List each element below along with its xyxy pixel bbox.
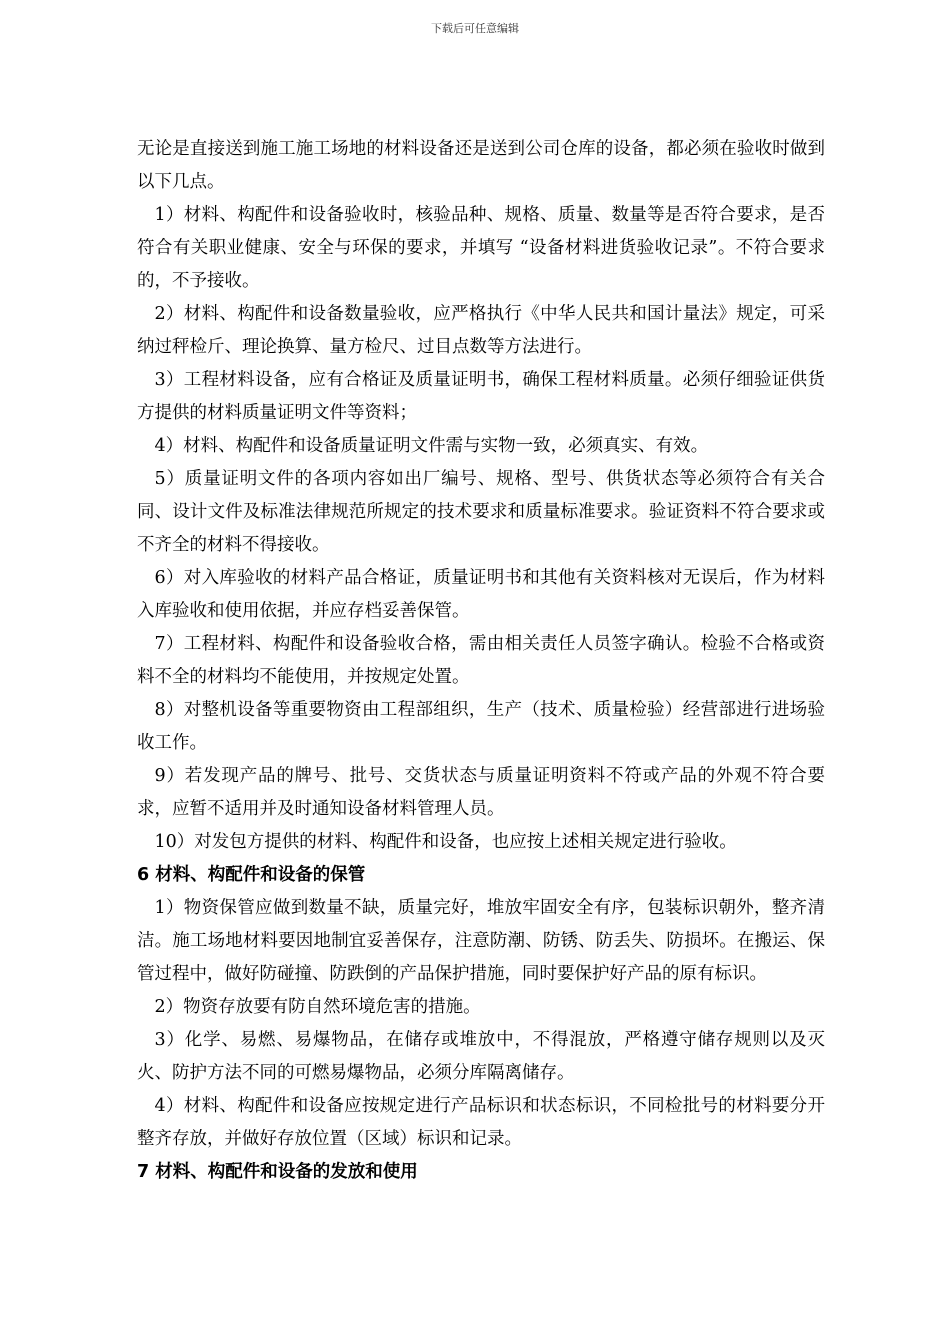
section-6-heading: 6 材料、构配件和设备的保管 <box>137 865 366 885</box>
acceptance-item: 6）对入库验收的材料产品合格证，质量证明书和其他有关资料核对无误后，作为材料入库验收和使用依据，并应存档妥善保管。 <box>137 568 825 621</box>
acceptance-item: 9）若发现产品的牌号、批号、交货状态与质量证明资料不符或产品的外观不符合要求，应暂不适用并及时通知设备材料管理人员。 <box>137 766 825 819</box>
storage-item: 3）化学、易燃、易爆物品，在储存或堆放中，不得混放，严格遵守储存规则以及灭火、防护方法不同的可燃易爆物品，必须分库隔离储存。 <box>137 1030 825 1083</box>
intro-paragraph: 无论是直接送到施工施工场地的材料设备还是送到公司仓库的设备，都必须在验收时做到以下几点。 <box>137 139 825 192</box>
storage-item: 4）材料、构配件和设备应按规定进行产品标识和状态标识，不同检批号的材料要分开整齐存放，并做好存放位置（区域）标识和记录。 <box>137 1096 825 1149</box>
storage-item: 2）物资存放要有防自然环境危害的措施。 <box>154 997 481 1017</box>
document-body <box>137 133 825 1189</box>
acceptance-item: 8）对整机设备等重要物资由工程部组织，生产（技术、质量检验）经营部进行进场验收工作。 <box>137 700 825 753</box>
page-header-note: 下载后可任意编辑 <box>431 22 519 35</box>
section-7-heading: 7 材料、构配件和设备的发放和使用 <box>137 1162 418 1182</box>
storage-item: 1）物资保管应做到数量不缺，质量完好，堆放牢固安全有序，包装标识朝外，整齐清洁。施工场地材料要因地制宜妥善保存，注意防潮、防锈、防丢失、防损坏。在搬运、保管过程中，做好防碰撞、防跌倒的产品保护措施，同时要保护好产品的原有标识。 <box>137 898 825 984</box>
acceptance-item: 10）对发包方提供的材料、构配件和设备，也应按上述相关规定进行验收。 <box>154 832 737 852</box>
acceptance-item: 3）工程材料设备，应有合格证及质量证明书，确保工程材料质量。必须仔细验证供货方提供的材料质量证明文件等资料； <box>137 370 825 423</box>
acceptance-item: 1）材料、构配件和设备验收时，核验品种、规格、质量、数量等是否符合要求，是否符合有关职业健康、安全与环保的要求，并填写 “设备材料进货验收记录”。不符合要求的，不予接收。 <box>137 205 825 291</box>
acceptance-item: 7）工程材料、构配件和设备验收合格，需由相关责任人员签字确认。检验不合格或资料不全的材料均不能使用，并按规定处置。 <box>137 634 825 687</box>
acceptance-item: 4）材料、构配件和设备质量证明文件需与实物一致，必须真实、有效。 <box>154 436 709 456</box>
acceptance-item: 2）材料、构配件和设备数量验收，应严格执行《中华人民共和国计量法》规定，可采纳过秤检斤、理论换算、量方检尺、过目点数等方法进行。 <box>137 304 825 357</box>
acceptance-item: 5）质量证明文件的各项内容如出厂编号、规格、型号、供货状态等必须符合有关合同、设计文件及标准法律规范所规定的技术要求和质量标准要求。验证资料不符合要求或不齐全的材料不得接收。 <box>137 469 825 555</box>
